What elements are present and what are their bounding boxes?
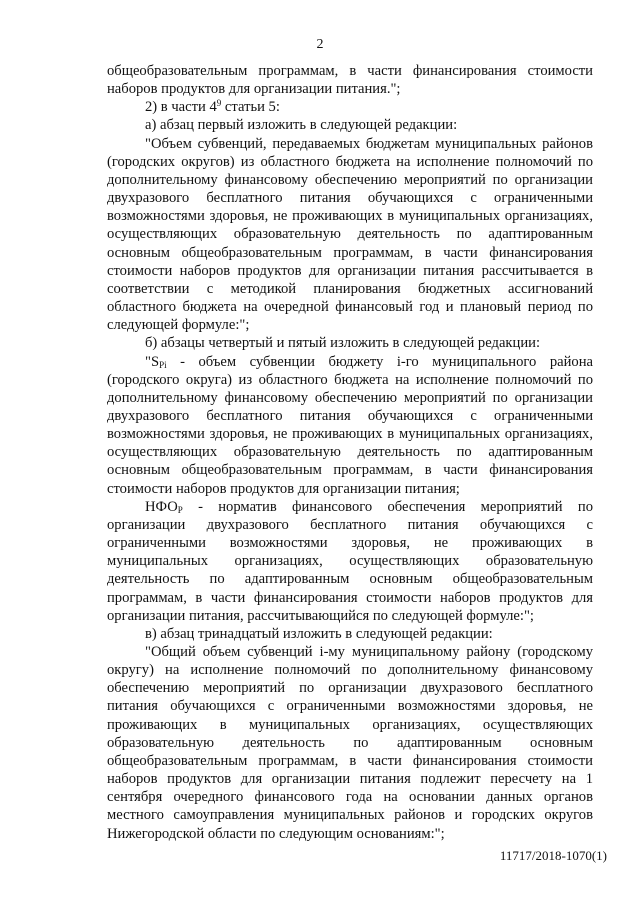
symbol-nfo: НФО [145, 498, 178, 515]
superscript: 9 [216, 98, 222, 109]
item-2-text: 2) в части 4 [145, 99, 217, 116]
document-code: 11717/2018-1070(1) [499, 848, 607, 863]
paragraph-quote-1: "Объем субвенций, передаваемых бюджетам муниципальных районов (городских округов) из областного бюджета на исполнение полномочий по дополнительному финансовому обеспечению мероприятий по организации двухразового бесплатного питания обучающихся с ограниченными возможностями здоровья, не проживающих в муниципальных организациях, осуществляющих образовательную деятельность по адаптированным основным общеобразовательным программам, в части финансирования стоимости наборов продуктов для организации питания рассчитывается в соответствии с методикой планирования бюджетных ассигнований областного бюджета на очередной финансовый год и плановый период по следующей формуле:"; [107, 135, 593, 334]
definition-text: - объем субвенции бюджету i-го муниципального района (городского округа) из областного бюджета на исполнение полномочий по дополнительному финансовому обеспечению мероприятий по организации двухразового бесплатного питания обучающихся с ограниченными возможностями здоровья, не проживающих в муниципальных организациях, осуществляющих образовательную деятельность по адаптированным основным общеобразовательным программам, в части финансирования стоимости наборов продуктов для организации питания; [107, 353, 593, 497]
paragraph-item-b: б) абзацы четвертый и пятый изложить в следующей редакции: [145, 335, 540, 352]
paragraph-definition-spi [107, 353, 593, 498]
paragraph-item-a: а) абзац первый изложить в следующей редакции: [145, 117, 458, 134]
subscript: Pi [159, 359, 167, 370]
paragraph: общеобразовательным программам, в части финансирования стоимости наборов продуктов для организации питания."; [107, 63, 593, 98]
paragraph-item-2 [107, 98, 593, 116]
paragraph-quote-2: "Общий объем субвенций i-му муниципальному району (городскому округу) на исполнение полномочий по дополнительному финансовому обеспечению мероприятий по организации двухразового бесплатного питания обучающихся с ограниченными возможностями здоровья, не проживающих в муниципальных организациях, осуществляющих образовательную деятельность по адаптированным основным общеобразовательным программам, в части финансирования стоимости наборов продуктов для организации питания подлежит пересчету на 1 сентября очередного финансового года на основании данных органов местного самоуправления муниципальных районов и городских округов Нижегородской области по следующим основаниям:"; [107, 644, 593, 842]
definition-text: - норматив финансового обеспечения мероприятий по организации двухразового бесплатного питания обучающихся с ограниченными возможностями здоровья, не проживающих в муниципальных организациях, осуществляющих образовательную деятельность по адаптированным основным общеобразовательным программам, в части финансирования стоимости наборов продуктов для организации питания, рассчитывающийся по следующей формуле:"; [107, 498, 593, 624]
document-body [107, 62, 593, 843]
page-number: 2 [316, 37, 324, 52]
item-2-text-end: статьи 5: [221, 99, 280, 116]
symbol-s: "S [145, 353, 160, 370]
subscript: Р [177, 504, 183, 515]
paragraph-definition-nfo [107, 498, 593, 625]
paragraph-item-v: в) абзац тринадцатый изложить в следующей редакции: [145, 625, 493, 642]
